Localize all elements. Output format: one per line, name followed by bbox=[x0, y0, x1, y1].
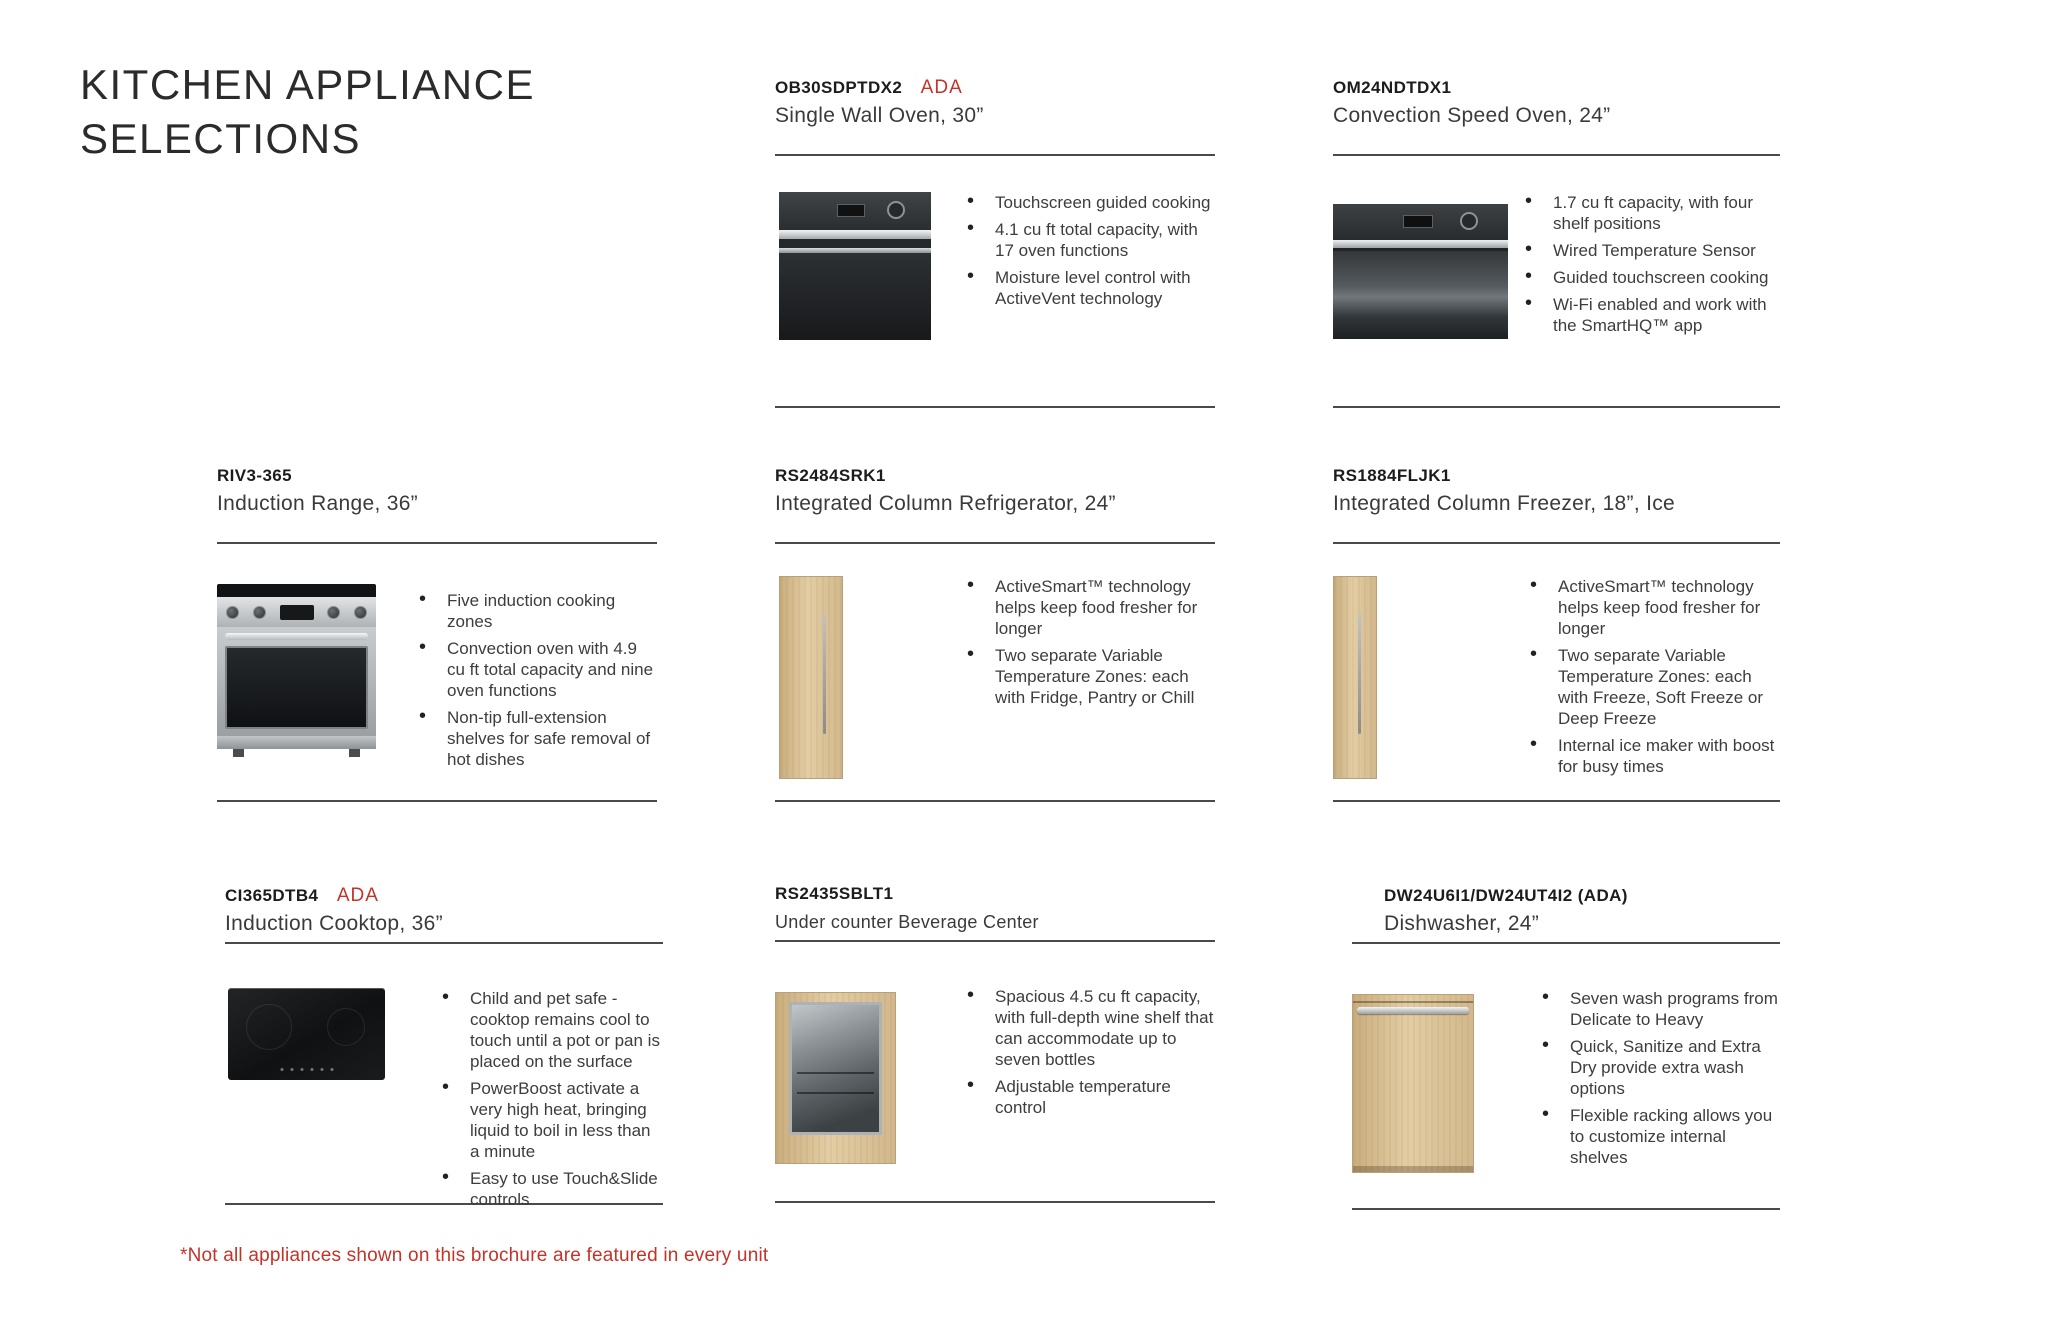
range-handle bbox=[225, 633, 368, 640]
dishwasher-kick-plate bbox=[1353, 1166, 1473, 1172]
card-content bbox=[1333, 544, 1780, 783]
product-image-column bbox=[225, 988, 440, 1216]
product-header bbox=[1333, 64, 1780, 154]
card-content bbox=[775, 156, 1215, 340]
feature-bullet: • Moisture level control with ActiveVent technology bbox=[965, 267, 1215, 309]
model-number: RS2484SRK1 bbox=[775, 466, 886, 485]
product-image-column bbox=[775, 576, 965, 779]
oven-control-panel bbox=[779, 192, 931, 230]
product-image-column bbox=[217, 576, 417, 776]
oven-display bbox=[1403, 215, 1433, 228]
product-name: Convection Speed Oven, 24” bbox=[1333, 104, 1611, 127]
feature-bullet: • Child and pet safe - cooktop remains cool to touch until a pot or pan is placed on the surface bbox=[440, 988, 663, 1072]
model-line bbox=[225, 885, 663, 908]
model-line bbox=[775, 77, 1215, 100]
product-image-column bbox=[1333, 192, 1523, 342]
integrated-column-freezer-photo bbox=[1333, 576, 1377, 779]
model-line bbox=[775, 883, 1215, 906]
product-header bbox=[775, 452, 1215, 542]
product-header bbox=[1352, 872, 1780, 942]
induction-cooktop-photo bbox=[228, 988, 385, 1080]
product-name: Single Wall Oven, 30” bbox=[775, 104, 984, 127]
feature-bullet: • Quick, Sanitize and Extra Dry provide extra wash options bbox=[1540, 1036, 1780, 1099]
page-title bbox=[80, 58, 535, 166]
dishwasher-photo bbox=[1352, 994, 1474, 1173]
feature-bullet: • Wired Temperature Sensor bbox=[1523, 240, 1780, 261]
oven-control-panel bbox=[1333, 204, 1508, 240]
feature-list bbox=[1528, 576, 1780, 783]
feature-bullet: • Wi-Fi enabled and work with the SmartHQ™ app bbox=[1523, 294, 1780, 336]
feature-bullet: • 4.1 cu ft total capacity, with 17 oven functions bbox=[965, 219, 1215, 261]
model-number: CI365DTB4 bbox=[225, 886, 319, 905]
feature-list bbox=[965, 192, 1215, 340]
freezer-handle bbox=[1358, 613, 1361, 734]
feature-bullet: • Seven wash programs from Delicate to Heavy bbox=[1540, 988, 1780, 1030]
feature-bullet: • Internal ice maker with boost for busy times bbox=[1528, 735, 1780, 777]
feature-bullet: • ActiveSmart™ technology helps keep food fresher for longer bbox=[1528, 576, 1780, 639]
model-number: RIV3-365 bbox=[217, 466, 293, 485]
beverage-shelf bbox=[797, 1092, 874, 1094]
feature-bullet: • Two separate Variable Temperature Zones: each with Fridge, Pantry or Chill bbox=[965, 645, 1215, 708]
oven-dial-icon bbox=[887, 201, 905, 219]
oven-trim bbox=[1333, 240, 1508, 248]
model-number: OB30SDPTDX2 bbox=[775, 78, 903, 97]
ada-badge: ADA bbox=[920, 77, 963, 98]
feature-bullet: • Touchscreen guided cooking bbox=[965, 192, 1215, 213]
product-card-induction-cooktop bbox=[225, 872, 663, 1209]
range-drawer bbox=[217, 736, 376, 749]
feature-bullet: • Easy to use Touch&Slide controls bbox=[440, 1168, 663, 1210]
feature-list bbox=[965, 576, 1215, 779]
card-content bbox=[775, 544, 1215, 779]
integrated-column-refrigerator-photo bbox=[779, 576, 843, 779]
feature-bullet: • Convection oven with 4.9 cu ft total capacity and nine oven functions bbox=[417, 638, 657, 701]
product-header bbox=[217, 452, 657, 542]
beverage-center-glass-door bbox=[789, 1002, 882, 1135]
model-number: OM24NDTDX1 bbox=[1333, 78, 1452, 97]
model-line bbox=[1333, 77, 1780, 100]
feature-bullet: • Spacious 4.5 cu ft capacity, with full-depth wine shelf that can accommodate up to seven bottles bbox=[965, 986, 1215, 1070]
dishwasher-handle bbox=[1357, 1007, 1469, 1014]
product-header bbox=[775, 64, 1215, 154]
feature-list bbox=[965, 986, 1215, 1164]
oven-door bbox=[779, 253, 931, 340]
footnote: *Not all appliances shown on this brochure are featured in every unit bbox=[180, 1245, 769, 1266]
refrigerator-handle bbox=[823, 613, 826, 734]
feature-bullet: • PowerBoost activate a very high heat, bringing liquid to boil in less than a minute bbox=[440, 1078, 663, 1162]
range-cooktop bbox=[217, 584, 376, 597]
oven-trim bbox=[779, 230, 931, 239]
feature-bullet: • Guided touchscreen cooking bbox=[1523, 267, 1780, 288]
product-name: Integrated Column Freezer, 18”, Ice bbox=[1333, 492, 1675, 515]
product-card-beverage-center bbox=[775, 870, 1215, 1203]
model-line bbox=[217, 465, 657, 488]
feature-bullet: • Flexible racking allows you to customize internal shelves bbox=[1540, 1105, 1780, 1168]
product-card-column-freezer bbox=[1333, 452, 1780, 802]
card-content bbox=[1352, 944, 1780, 1174]
model-number: RS1884FLJK1 bbox=[1333, 466, 1451, 485]
product-header bbox=[1333, 452, 1780, 542]
ada-badge: ADA bbox=[336, 885, 379, 906]
range-oven bbox=[217, 627, 376, 736]
page-title-line1: KITCHEN APPLIANCE bbox=[80, 61, 535, 108]
card-content bbox=[225, 944, 663, 1216]
model-number: RS2435SBLT1 bbox=[775, 884, 894, 903]
product-header bbox=[775, 870, 1215, 940]
feature-bullet: • ActiveSmart™ technology helps keep food fresher for longer bbox=[965, 576, 1215, 639]
range-oven-window bbox=[225, 646, 368, 729]
product-header bbox=[225, 872, 663, 942]
under-counter-beverage-center-photo bbox=[775, 992, 896, 1164]
range-knob-icon bbox=[327, 606, 340, 619]
range-knob-icon bbox=[354, 606, 367, 619]
cooktop-zone bbox=[246, 1004, 292, 1050]
single-wall-oven-photo bbox=[779, 192, 931, 340]
range-display bbox=[280, 605, 314, 620]
range-knob-icon bbox=[226, 606, 239, 619]
model-line bbox=[1384, 885, 1780, 908]
product-name: Dishwasher, 24” bbox=[1384, 912, 1540, 935]
card-content bbox=[217, 544, 657, 776]
product-name: Induction Range, 36” bbox=[217, 492, 418, 515]
product-name: Induction Cooktop, 36” bbox=[225, 912, 443, 935]
product-name: Integrated Column Refrigerator, 24” bbox=[775, 492, 1116, 515]
beverage-shelf bbox=[797, 1072, 874, 1074]
product-card-dishwasher bbox=[1352, 872, 1780, 1210]
product-card-column-refrigerator bbox=[775, 452, 1215, 802]
product-card-induction-range bbox=[217, 452, 657, 802]
product-card-wall-oven bbox=[775, 64, 1215, 408]
oven-door bbox=[1333, 248, 1508, 339]
feature-list bbox=[1540, 988, 1780, 1174]
product-image-column bbox=[1333, 576, 1528, 783]
feature-bullet: • 1.7 cu ft capacity, with four shelf positions bbox=[1523, 192, 1780, 234]
card-content bbox=[1333, 156, 1780, 342]
model-number: DW24U6I1/DW24UT4I2 (ADA) bbox=[1384, 886, 1628, 905]
range-control-panel bbox=[217, 597, 376, 627]
product-image-column bbox=[775, 986, 965, 1164]
product-card-speed-oven bbox=[1333, 64, 1780, 408]
feature-bullet: • Five induction cooking zones bbox=[417, 590, 657, 632]
model-line bbox=[775, 465, 1215, 488]
page-title-line2: SELECTIONS bbox=[80, 115, 362, 162]
cooktop-touch-controls bbox=[280, 1068, 333, 1071]
feature-bullet: • Two separate Variable Temperature Zones: each with Freeze, Soft Freeze or Deep Freeze bbox=[1528, 645, 1780, 729]
product-name: Under counter Beverage Center bbox=[775, 912, 1039, 932]
product-image-column bbox=[1352, 988, 1540, 1174]
range-feet bbox=[217, 749, 376, 757]
card-content bbox=[775, 942, 1215, 1164]
feature-list bbox=[417, 576, 657, 776]
feature-list bbox=[440, 988, 663, 1216]
oven-dial-icon bbox=[1460, 212, 1478, 230]
model-line bbox=[1333, 465, 1780, 488]
product-image-column bbox=[775, 192, 965, 340]
induction-range-photo bbox=[217, 584, 376, 757]
feature-bullet: • Non-tip full-extension shelves for safe removal of hot dishes bbox=[417, 707, 657, 770]
dishwasher-top-gap bbox=[1353, 1001, 1473, 1003]
feature-list bbox=[1523, 192, 1780, 342]
feature-bullet: • Adjustable temperature control bbox=[965, 1076, 1215, 1118]
range-knob-icon bbox=[253, 606, 266, 619]
oven-display bbox=[837, 204, 865, 217]
convection-speed-oven-photo bbox=[1333, 204, 1508, 339]
cooktop-zone bbox=[327, 1008, 365, 1046]
